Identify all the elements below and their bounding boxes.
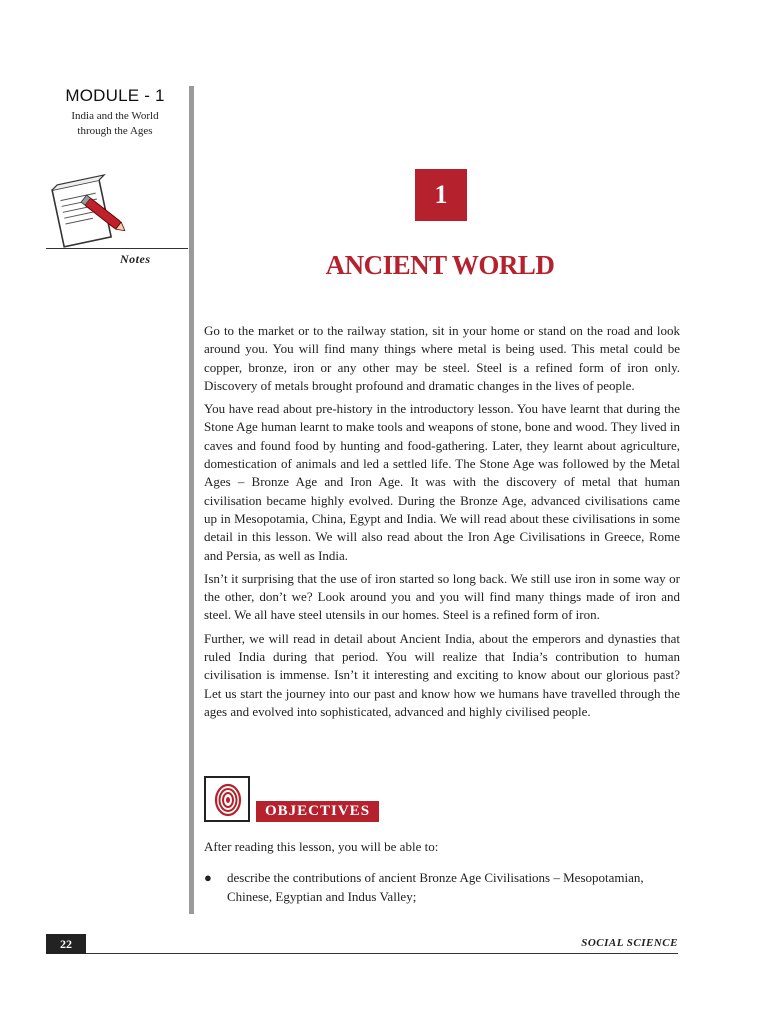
page-number: 22 [60, 936, 72, 951]
bullet-icon: ● [204, 870, 212, 885]
chapter-number: 1 [434, 180, 448, 209]
notes-label: Notes [120, 252, 151, 266]
chapter-number-box [415, 169, 467, 221]
objective-text: describe the contributions of ancient Bronze Age Civilisations – Mesopotamian, Chinese, Egyptian and Indus Valley; [227, 870, 644, 904]
chapter-title: ANCIENT WORLD [325, 250, 555, 280]
objectives-intro: After reading this lesson, you will be able to: [204, 839, 439, 854]
objectives-list [204, 869, 680, 906]
notes-rule [46, 248, 188, 249]
objectives-heading: OBJECTIVES [256, 801, 379, 822]
module-subtitle-line2: through the Ages [77, 125, 153, 137]
paragraph: Isn’t it surprising that the use of iron started so long back. We still use iron in some way or the other, don’t we? Look around you and you will find many things made of iron and steel. We all have steel utensils in our homes. Steel is a refined form of iron. [204, 570, 680, 623]
page-number-box [46, 934, 86, 954]
paragraph: You have read about pre-history in the introductory lesson. You have learnt that during the Stone Age human learnt to make tools and weapons of stone, bone and wood. They lived in caves and found food by hunting and food-gathering. Later, they learnt about agriculture, domestication of animals and led a settled life. The Stone Age was followed by the Metal Ages – Bronze Age and Iron Age. It was with the discovery of metal that human civilisation became highly evolved. During the Bronze Age, advanced civilisations came up in Mesopotamia, China, Egypt and India. We will read about these civilisations in some detail in this lesson. We will also read about the Iron Age Civilisations in Greece, Rome and Persia, as well as India. [204, 401, 680, 563]
footer-rule [46, 953, 678, 954]
margin-vertical-bar [189, 86, 194, 914]
module-title: MODULE - 1 [65, 86, 165, 105]
paragraph: Further, we will read in detail about Ancient India, about the emperors and dynasties that ruled India during that period. You will realize that India’s contribution to human civilisation is immense. Isn’t it interesting and exciting to know about our glorious past? Let us start the journey into our past and know how we humans have travelled through the ages and evolved into sophisticated, advanced and highly civilised people. [204, 630, 680, 719]
module-subtitle [40, 109, 190, 139]
target-icon [204, 776, 250, 822]
list-item [204, 869, 680, 906]
paragraph: Go to the market or to the railway station, sit in your home or stand on the road and look around you. You will find many things where metal is being used. This metal could be copper, bronze, iron or any other may be steel. Steel is a refined form of iron only. Discovery of metals brought profound and dramatic changes in the lives of people. [204, 323, 680, 393]
notepad-with-pencil-icon [44, 170, 134, 250]
body-text [204, 322, 680, 726]
footer-subject: SOCIAL SCIENCE [581, 937, 678, 949]
module-subtitle-line1: India and the World [71, 110, 159, 122]
